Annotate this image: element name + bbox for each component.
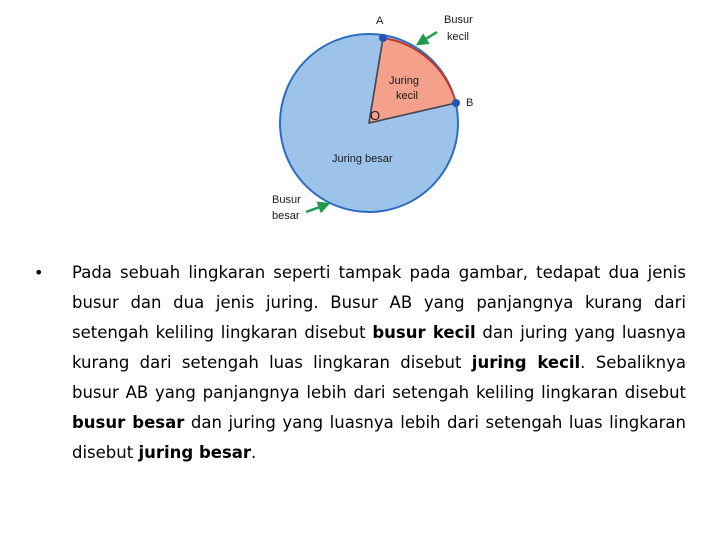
text-part-5: . [251, 443, 257, 462]
label-juring-besar: Juring besar [332, 153, 393, 165]
term-juring-besar: juring besar [138, 443, 252, 462]
label-o: O [370, 108, 381, 123]
explanation-paragraph [72, 258, 686, 468]
busur-besar-arrow [306, 204, 328, 212]
label-busur-kecil-2: kecil [447, 31, 470, 43]
label-a: A [376, 15, 384, 27]
busur-kecil-arrow [418, 32, 437, 44]
label-juring-kecil-1: Juring [389, 75, 419, 87]
text-part-1: Pada sebuah lingkaran seperti tampak pada gambar, tedapat dua jenis busur dan dua jenis juring. Busur AB yang panjangnya kurang dari setengah keliling lingkaran disebut [72, 263, 686, 342]
point-b [452, 99, 460, 107]
term-busur-kecil: busur kecil [372, 323, 476, 342]
label-juring-kecil-2: kecil [396, 90, 419, 102]
bullet-point: • [34, 263, 44, 282]
text-part-3: . Sebaliknya busur AB yang panjangnya lebih dari setengah keliling lingkaran disebut [72, 353, 686, 402]
text-part-2: dan juring yang luasnya kurang dari setengah luas lingkaran disebut [72, 323, 686, 372]
label-busur-besar-2: besar [272, 210, 300, 222]
term-busur-besar: busur besar [72, 413, 185, 432]
text-block [34, 258, 686, 468]
label-busur-besar-1: Busur [272, 194, 301, 206]
text-part-4: dan juring yang luasnya lebih dari setengah luas lingkaran disebut [72, 413, 686, 462]
circle-sector-diagram [0, 0, 728, 240]
label-busur-kecil-1: Busur [444, 14, 473, 26]
point-a [379, 34, 387, 42]
label-b: B [466, 97, 474, 109]
term-juring-kecil: juring kecil [471, 353, 581, 372]
